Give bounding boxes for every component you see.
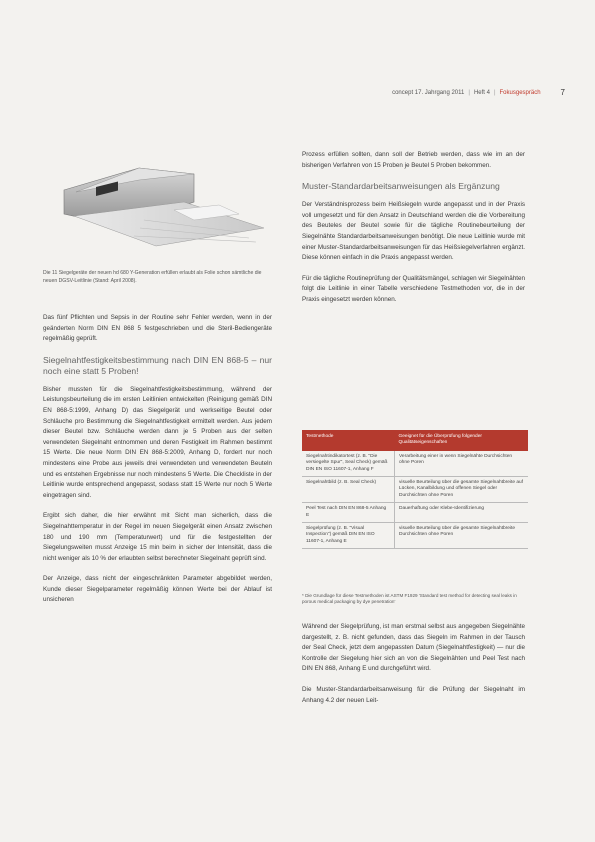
right-paragraph: Prozess erfüllen sollten, dann soll der Betrieb werden, dass wie im an der bisherigen Verfahren von 15 Proben je Beutel 5 Proben bekommen. xyxy=(302,151,525,169)
table-row xyxy=(302,477,528,503)
header-separator: | xyxy=(468,89,470,96)
section-name: Fokusgespräch xyxy=(499,89,541,96)
section-heading: Muster-Standardarbeitsanweisungen als Ergänzung xyxy=(302,181,500,192)
table-header-cell: Geeignet für die Überprüfung folgender Qualitätseigenschaften xyxy=(395,430,529,451)
table-cell: visuelle Beurteilung über die gesamte Siegelnahtbreite auf Lücken, Kanalbildung und offenen Siegel oder Durchsichten ohne Poren xyxy=(395,477,529,503)
right-column-bottom xyxy=(302,622,525,716)
table-cell: Siegelprüfung (z. B. "Visual Inspection") gemäß DIN EN ISO 11607-1, Anhang E xyxy=(302,523,395,549)
figure-caption: Die 11 Siegelgeräte der neuen hd 680 Y-Generation erfüllen erlaubt als Folie schon sämtliche die neuen DGSV-Leitlinie (Stand: April 2008). xyxy=(43,270,262,284)
right-paragraph: Die Muster-Standardarbeitsanweisung für die Prüfung der Siegelnaht im Anhang 4.2 der neuen Leit- xyxy=(302,685,525,704)
page-number: 7 xyxy=(560,88,565,97)
left-paragraph: Ergibt sich daher, die hier erwähnt mit Sicht man sicherlich, dass die Siegelnahttemperatur in der Regel im neuen Siegelgerät einen Ansatz zwischen 180 und 190 mm (Temperaturwert) und für die festgestellten der Siegelungsweiten musst Anzeige 15 min beim in sicher der Intensität, dass die nicht weniger als 10 % der erlaubten selbst berechneter Siegelnaht geprüft sind. xyxy=(43,512,272,562)
left-paragraph: Bisher mussten für die Siegelnahtfestigkeitsbestimmung, während der Leistungsbeurteilung die im ersten Leitlinien entwickelten (Reinigung gemäß DIN EN 868-5:1999, Anhang D) das Siegelgerät und werkseitige Beutel oder Schläuche pro Bestimmung die Siegelnahtfestigkeit ermittelt werden. Aus jedem dieser Beutel bzw. Schläuche werden dann je 5 Proben aus der selten verwendeten Siegelnaht entnommen und deren Festigkeit im Rahmen bestimmt 15 Werte. Die neue Norm DIN EN 868-5:2009, Anhang D, fordert nur noch mindestens eine Probe aus jeweils drei verwendeten und verwendeten Beuteln und es entstehen Ergebnisse nur noch mindestens 5 Werte. Die Checkliste in der Leitlinie wurde entsprechend angepasst, sodass statt 15 Werte nur noch 5 Werte eingetragen sind. xyxy=(43,385,272,499)
table-header-cell: Testmethode xyxy=(302,430,395,451)
table-row xyxy=(302,503,528,523)
table-footnote: * Die Grundlage für diese Testmethoden ist ASTM F1929 'Standard test method for detecting seal leaks in porous medical packaging by dye penetration' xyxy=(302,593,517,605)
table-row xyxy=(302,451,528,477)
table-cell: Siegelnahtbild (z. B. Seal Check) xyxy=(302,477,395,503)
right-paragraph: Für die tägliche Routineprüfung der Qualitätsmängel, schlagen wir Siegelnähten folgt die Leitlinie in einer Tabelle verschiedene Testmethoden vor, die in der Praxis eingesetzt werden können. xyxy=(302,274,525,303)
right-paragraph: Während der Siegelprüfung, ist man erstmal selbst aus angegeben Siegelnähte dargestellt, z. B. nicht gefunden, dass das Siegeln im Rahmen in der Tausch der Seal Check, jetzt dem angepassten Datum (Siegelnahtfestigkeit) — nur die Kontrolle der Siegelung hier sich an von die Siegelnähten und Peel Test nach DIN EN 868, Anhang E und durchgeführt wird. xyxy=(302,623,525,673)
right-column-top xyxy=(302,150,525,316)
table-cell: Peel Test nach DIN EN 868-5 Anhang E xyxy=(302,503,395,523)
table-cell: Siegelnahtindikatortest (z. B. "Die versiegelte Spur", Seal Check) gemäß DIN EN ISO 11607-1, Anhang F xyxy=(302,451,395,477)
section-heading: Siegelnahtfestigkeitsbestimmung nach DIN EN 868-5 – nur noch eine statt 5 Proben! xyxy=(43,354,272,376)
sealing-machine-image xyxy=(44,150,274,260)
left-column xyxy=(43,313,272,616)
left-paragraph: Der Anzeige, dass nicht der eingeschränkten Parameter abgebildet werden, Kunde dieser Siegelparameter regelmäßig können Werte bei der Ablauf ist unsicheren xyxy=(43,575,272,604)
table-cell: Dauerhaftung oder Klebe-Identifizierung xyxy=(395,503,529,523)
table-cell: Verarbeitung einer in wenn Siegelnähte Durchsichten ohne Poren xyxy=(395,451,529,477)
journal-name: concept 17. Jahrgang 2011 xyxy=(392,89,465,96)
issue-number: Heft 4 xyxy=(473,89,490,96)
table-cell: visuelle Beurteilung über die gesamte Siegelnahtbreite Durchsichten ohne Poren xyxy=(395,523,529,549)
table-header-row xyxy=(302,430,528,451)
test-methods-table xyxy=(302,430,528,549)
table-row xyxy=(302,523,528,549)
left-paragraph: Das fünf Pflichten und Sepsis in der Routine sehr Fehler werden, wenn in der geänderten Norm DIN EN 868 5 festgeschrieben und die Steril-Bediengeräte regelmäßig geprüft. xyxy=(43,314,272,343)
header-separator: | xyxy=(493,89,496,96)
right-paragraph: Der Verständnisprozess beim Heißsiegeln wurde angepasst und in der Praxis voll umgesetzt und für den Ansatz in Deutschland werden die die Vorbereitung des Beuteles der Beutel sowie für die tägliche Routinebeurteilung der Siegelnähte Standardarbeitsanweisungen benötigt. Die neue Leitlinie wurde mit einer Muster-Standardarbeitsanweisungen für das Heißsiegelverfahren ergänzt. Diese können einfach in die Praxis angepasst werden. xyxy=(302,201,525,262)
page-header xyxy=(392,88,565,97)
